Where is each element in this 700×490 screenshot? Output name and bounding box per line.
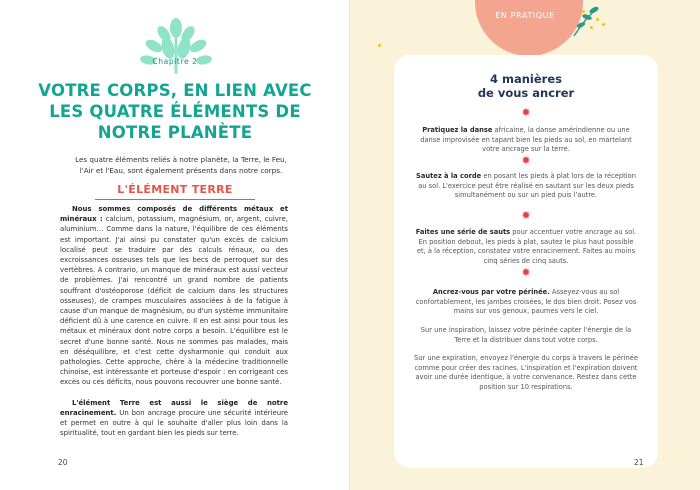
card-title <box>394 72 658 100</box>
inhale-paragraph: Sur une inspiration, laissez votre périnée capter l'énergie de la Terre et la distribuer dans tout votre corps. <box>420 326 632 344</box>
intro-paragraph: Les quatre éléments reliés à notre planète, la Terre, le Feu, l'Air et l'Eau, sont également présents dans notre corps. <box>75 155 287 175</box>
paragraph-minerals-text: calcium, potassium, magnésium, or, argent, cuivre, aluminium… Comme dans la nature, l'équilibre de ces éléments est important. J'ai ainsi pu constater qu'un excès de calcium localisé peut se traduire par des calculs rénaux, ou des excroissances osseuses tels que les becs de perroquet sur des vertèbres. A contrario, un manque de minéraux est aussi vecteur de problèmes. J'ai rencontré un grand nombre de patients souffrant d'ostéoporose (déficit de calcium dans les structures osseuses), de crampes musculaires associées à de la fatigue à cause d'un manque de magnésium, ou d'un système immunitaire déficient dû à une carence en cuivre. Il en est ainsi pour tous les métaux et minéraux dont notre corps a besoin. L'équilibre est le secret d'une bonne santé. Nous ne sommes pas malades, mais en déséquilibre, et c'est cette dysharmonie qui conduit aux pathologies. Cette approche, chère à la médecine traditionnelle chinoise, est intéressante et porteuse d'espoir : en corrigeant ces excès ou ces déficits, nous pouvons recouvrer une bonne santé. <box>60 215 288 387</box>
practice-item-lead: Pratiquez la danse <box>422 126 493 134</box>
practice-item-rope <box>414 172 638 201</box>
section-underline <box>95 199 255 200</box>
star-icon: ✸ <box>521 154 531 167</box>
right-page <box>350 0 700 490</box>
yellow-dot-icon <box>590 26 593 29</box>
body-text <box>60 204 288 448</box>
yellow-dot-icon <box>582 10 585 13</box>
paragraph-rooting <box>60 398 288 439</box>
paragraph-rooting-text: Un bon ancrage procure une sécurité intérieure et permet en outre à qui le souhaite d'aller plus loin dans la spiritualité, tout en gardant bien les pieds sur terre. <box>60 408 288 438</box>
card-title-line1: 4 manières <box>490 72 562 86</box>
yellow-dot-icon <box>602 23 605 26</box>
star-icon: ✸ <box>521 209 531 222</box>
paragraph-minerals <box>60 204 288 388</box>
section-heading: L'ÉLÉMENT TERRE <box>117 183 233 196</box>
yellow-dot-icon <box>378 44 381 47</box>
practice-badge <box>475 0 583 56</box>
paragraph-rooting-lead: L'élément Terre est aussi le siège de notre enracinement. <box>60 398 288 417</box>
card-title-line2: de vous ancrer <box>477 86 575 100</box>
chapter-label: Chapitre 2 <box>152 57 198 66</box>
star-icon: ✸ <box>521 266 531 279</box>
practice-item-text: africaine, la danse amérindienne ou une danse improvisée en tapant bien les pieds au sol, en martelant votre ancrage sur la terre. <box>420 126 632 154</box>
paragraph-minerals-lead: Nous sommes composés de différents métaux et minéraux : <box>60 205 288 224</box>
practice-item-perineum <box>414 288 638 317</box>
practice-item-jumps <box>414 228 638 266</box>
practice-item-lead: Faites une série de sauts <box>415 228 511 236</box>
practice-card <box>394 55 658 468</box>
practice-item-lead: Ancrez-vous par votre périnée. <box>432 288 550 296</box>
practice-item-lead: Sautez à la corde <box>416 172 482 180</box>
practice-item-text: en posant les pieds à plat lors de la réception au sol. L'exercice peut être réalisé en sautant sur les deux pieds simultanément ou sur un pied puis l'autre. <box>418 172 636 200</box>
star-icon: ✸ <box>521 106 531 119</box>
chapter-title: VOTRE CORPS, EN LIEN AVEC LES QUATRE ÉLÉMENTS DE NOTRE PLANÈTE <box>38 81 312 142</box>
page-number-left: 20 <box>58 458 68 467</box>
practice-item-text: pour accentuer votre ancrage au sol. En position debout, les pieds à plat, sautez le plus haut possible et, à la réception, constatez votre enracinement. Faites au moins cinq séries de cinq sauts. <box>416 228 637 265</box>
yellow-dot-icon <box>596 18 599 21</box>
practice-item-text: Asseyez-vous au sol confortablement, les jambes croisées, le dos bien droit. Posez vos mains sur vos genoux, paumes vers le ciel. <box>415 288 637 316</box>
practice-badge-label: EN PRATIQUE <box>495 11 555 20</box>
page-number-right: 21 <box>634 458 644 467</box>
exhale-paragraph: Sur une expiration, envoyez l'énergie du corps à travers le périnée comme pour créer des racines. L'inspiration et l'expiration doivent avoir une durée identique, à votre convenance. Restez dans cette position sur 10 respirations. <box>414 354 638 391</box>
practice-item-dance <box>414 126 638 155</box>
sprig-icon <box>568 4 608 38</box>
